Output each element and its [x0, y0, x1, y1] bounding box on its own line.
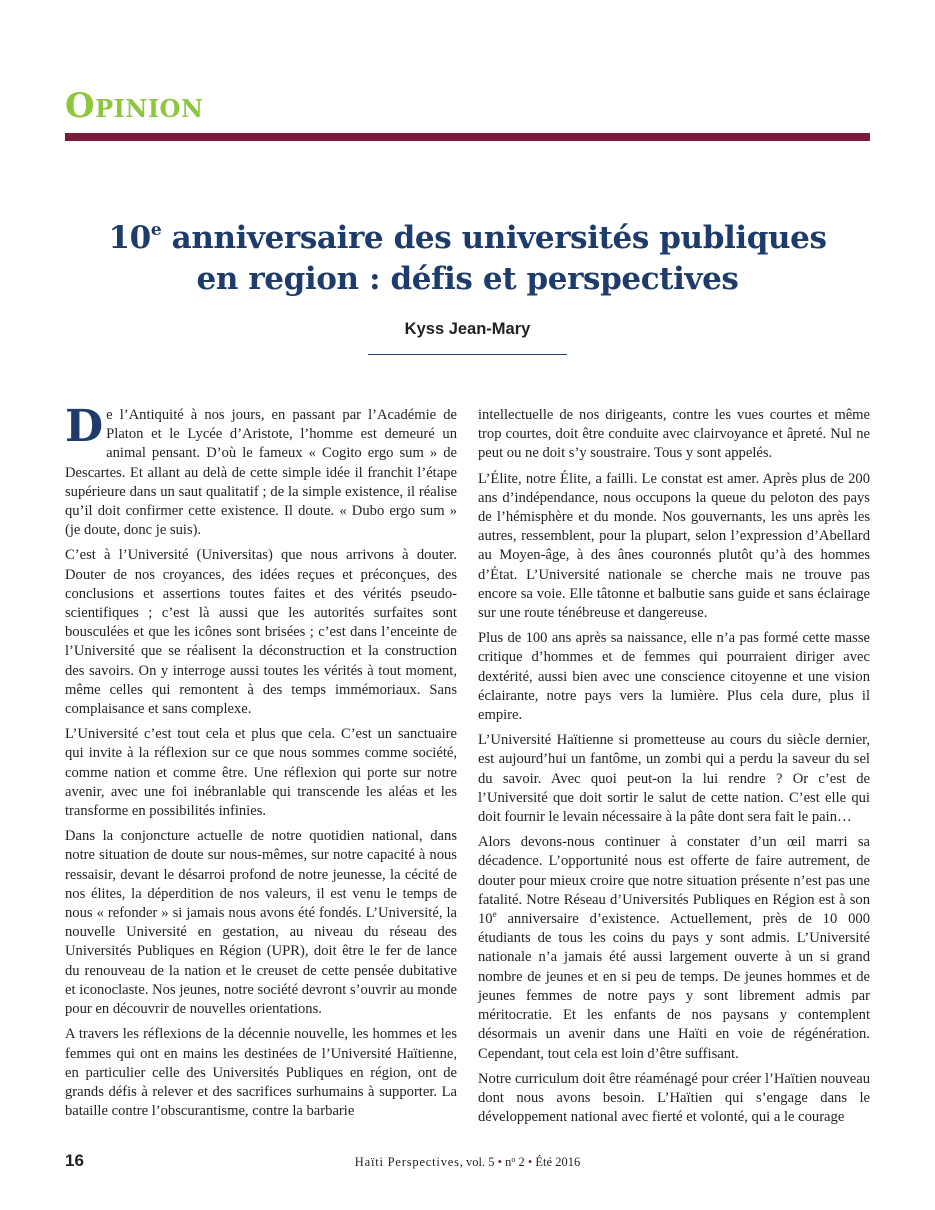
- paragraph: [65, 401, 457, 540]
- bullet-separator: •: [497, 1155, 503, 1169]
- paragraph: L’Élite, notre Élite, a failli. Le constat est amer. Après plus de 200 ans d’indépendance, nous occupons la queue du peloton des pays de l’hémisphère et du monde. Nos gouvernants, les uns après les autres, ressemblent, pour la plupart, selon l’expression d’Abellard au Moyen-âge, à des ânes couronnés plutôt qu’à des hommes d’État. L’Université nationale se cherche mais ne trouve pas encore sa voie. Elle tâtonne et balbutie sans guide et sans éclairage sur une route ténébreuse et dangereuse.: [478, 470, 870, 622]
- paragraph: Plus de 100 ans après sa naissance, elle n’a pas formé cette masse critique d’hommes et de femmes qui pourraient diriger avec dextérité, aussi bien avec une conscience citoyenne et une vision éclairante, notre pays vers la lumière. Plus cela dure, plus il empire.: [478, 630, 870, 724]
- issue-superscript: o: [511, 1155, 516, 1164]
- issue-number: 2: [515, 1155, 528, 1169]
- title-superscript: e: [150, 220, 162, 240]
- right-column: [478, 406, 870, 1133]
- paragraph-text: Alors devons-nous continuer à constater d’un œil marri sa décadence. L’opportunité nous est offerte de faire autrement, de douter pour mieux croire que notre situation présente n’est pas une fatalité. Notre Réseau d’Universités Publiques en Région est à son 10: [478, 834, 870, 928]
- paragraph-text: anniversaire d’existence. Actuellement, près de 10 000 étudiants de tous les coins du pays y sont admis. L’Université nationale n’a jamais été aussi largement ouverte à un si grand nombre de jeunes et en si peu de temps. De jeunes hommes et de jeunes femmes de notre pays y sont librement admis par méritocratie. Et les enfants de nos paysans y contemplent désormais un avenir dans une Haïti en voie de régénération. Cependant, tout cela est loin d’être suffisant.: [478, 911, 870, 1062]
- header-rule: [65, 133, 870, 141]
- section-label: Opinion: [65, 86, 204, 126]
- article-title: [65, 218, 870, 300]
- paragraph-text: e l’Antiquité à nos jours, en passant par l’Académie de Platon et le Lycée d’Aristote, l’homme est demeuré un animal pensant. D’où le fameux « Cogito ergo sum » de Descartes. Et allant au delà de cette simple idée il franchit l’étape supérieure dans un saut qualitatif ; de la simple existence, il réalise qu’il doit confirmer cette existence. Il doute. « Dubo ergo sum » (je doute, donc je suis).: [65, 407, 457, 539]
- title-line1-text: anniversaire des universités publiques: [161, 220, 827, 256]
- title-line2-text: en region : défis et perspectives: [196, 261, 739, 297]
- drop-cap: D: [65, 401, 104, 452]
- page-number: 16: [65, 1151, 84, 1170]
- bullet-separator: •: [527, 1155, 533, 1169]
- paragraph: C’est à l’Université (Universitas) que nous arrivons à douter. Douter de nos croyances, des idées reçues et préconçues, des conclusions et assertions toutes faites et des vérités pseudo-scientifiques ; c’est là aussi que les autorités surfaites sont bousculées et que les icônes sont brisées ; c’est dans l’enceinte de l’Université que se réalisent la déconstruction et la construction des savoirs. On y interroge aussi toutes les vérités à tout moment, même celles qui remontent à des temps immémoriaux. Sans complaisance et sans complexe.: [65, 547, 457, 718]
- paragraph: Dans la conjoncture actuelle de notre quotidien national, dans notre situation de doute sur nous-mêmes, sur notre capacité à nous ressaisir, devant le désarroi profond de notre jeunesse, la cécité de nos élites, la déperdition de nos valeurs, il est venu le temps de nous « refonder » si jamais nous avons été fondés. L’Université, la nouvelle Université en gestation, au niveau du réseau des Universités Publiques en Région (UPR), doit être le fer de lance du renouveau de la nation et le creuset de cette pensée dubitative et iconoclaste. Nos jeunes, notre société devront s’ouvrir au monde pour en découvrir de nouvelles orientations.: [65, 828, 457, 1018]
- season-text: Été 2016: [532, 1155, 581, 1169]
- paragraph: [478, 833, 870, 1063]
- title-number: 10: [108, 220, 151, 256]
- author-rule: [368, 354, 567, 355]
- superscript: e: [492, 909, 497, 920]
- author-byline: Kyss Jean-Mary: [404, 320, 531, 338]
- paragraph: L’Université Haïtienne si prometteuse au cours du siècle dernier, est aujourd’hui un fantôme, un zombi qui a perdu la saveur du sel du savoir. Avec quoi peut-on la lui rendre ? Or c’est de l’Université que doit sortir le salut de cette nation. C’est elle qui doit fournir le levain nécessaire à la pâte dont sera fait le pain…: [478, 732, 870, 826]
- paragraph: A travers les réflexions de la décennie nouvelle, les hommes et les femmes qui ont en mains les destinées de l’Université Haïtienne, en particulier celle des Universités Publiques en région, ont de grands défis à relever et des sacrifices surhumains à supporter. La bataille contre l’obscurantisme, contre la barbarie: [65, 1026, 457, 1120]
- journal-name: Haïti Perspectives: [354, 1155, 460, 1169]
- left-column: [65, 401, 457, 1127]
- volume-text: , vol. 5: [459, 1155, 498, 1169]
- issue-prefix: n: [502, 1155, 512, 1169]
- paragraph: L’Université c’est tout cela et plus que cela. C’est un sanctuaire qui invite à la réflexion sur ce que nous sommes comme société, comme nation et comme être. Une réflexion qui porte sur notre avenir, avec une foi inébranlable qui transcende les aléas et les transforme en possibilités infinies.: [65, 726, 457, 820]
- paragraph: Notre curriculum doit être réaménagé pour créer l’Haïtien nouveau dont nous avons besoin. L’Haïtien qui s’engage dans le développement national avec fierté et volonté, qui a le courage: [478, 1070, 870, 1126]
- paragraph: intellectuelle de nos dirigeants, contre les vues courtes et même trop courtes, doit être conduite avec clairvoyance et âpreté. Nul ne peut ou ne doit s’y soustraire. Tous y sont appelés.: [478, 407, 870, 462]
- footer-citation: [300, 1155, 635, 1170]
